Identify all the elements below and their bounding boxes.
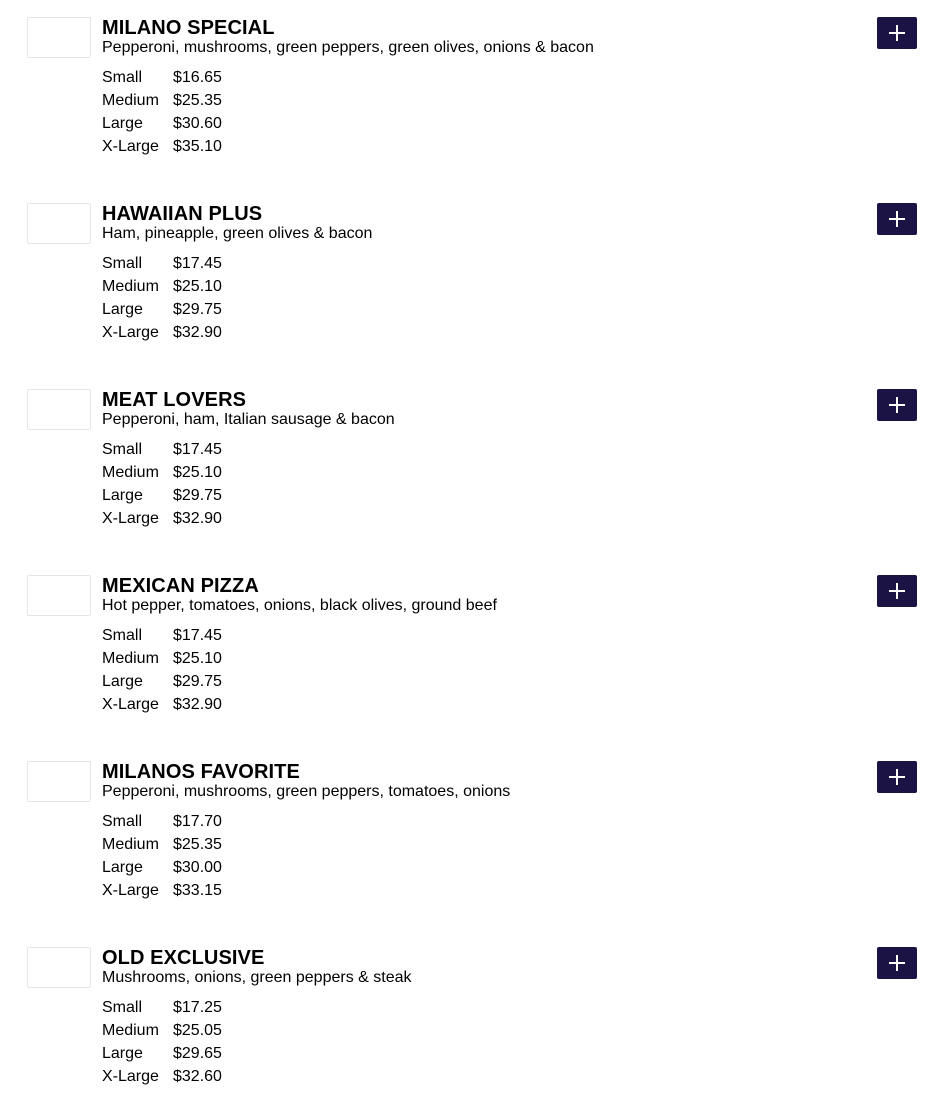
price-row	[102, 879, 222, 902]
price-row	[102, 135, 222, 158]
size-label: X-Large	[102, 138, 159, 155]
price-table	[102, 810, 222, 902]
size-label: Medium	[102, 92, 159, 109]
item-name: MEXICAN PIZZA	[102, 575, 259, 597]
item-description: Pepperoni, mushrooms, green peppers, green olives, onions & bacon	[102, 39, 594, 56]
size-label: Large	[102, 301, 143, 318]
size-label: Small	[102, 255, 143, 272]
price-row	[102, 624, 222, 647]
price-value: $25.10	[173, 278, 222, 295]
price-value: $17.25	[173, 999, 222, 1016]
size-label: Large	[102, 1045, 143, 1062]
item-info	[102, 575, 497, 716]
price-row	[102, 1019, 222, 1042]
item-name: HAWAIIAN PLUS	[102, 203, 263, 225]
size-label: Medium	[102, 650, 159, 667]
menu-item	[0, 558, 950, 744]
add-to-order-button[interactable]	[877, 203, 917, 235]
item-name: OLD EXCLUSIVE	[102, 947, 265, 969]
size-label: Small	[102, 627, 143, 644]
price-row	[102, 112, 222, 135]
price-row	[102, 438, 222, 461]
menu-item	[0, 0, 950, 186]
menu-item	[0, 372, 950, 558]
price-value: $17.45	[173, 255, 222, 272]
item-info	[102, 203, 372, 344]
size-label: X-Large	[102, 882, 159, 899]
item-thumbnail	[27, 17, 91, 58]
price-value: $25.05	[173, 1022, 222, 1039]
size-label: Small	[102, 69, 143, 86]
add-to-order-button[interactable]	[877, 761, 917, 793]
item-name: MILANOS FAVORITE	[102, 761, 300, 783]
price-value: $32.90	[173, 324, 222, 341]
price-value: $17.45	[173, 627, 222, 644]
size-label: Large	[102, 115, 143, 132]
item-info	[102, 947, 412, 1088]
plus-icon	[889, 397, 905, 413]
item-thumbnail	[27, 575, 91, 616]
item-description: Ham, pineapple, green olives & bacon	[102, 225, 373, 242]
price-row	[102, 321, 222, 344]
price-table	[102, 624, 222, 716]
price-row	[102, 461, 222, 484]
price-row	[102, 275, 222, 298]
item-description: Mushrooms, onions, green peppers & steak	[102, 969, 412, 986]
size-label: Medium	[102, 836, 159, 853]
menu-item	[0, 186, 950, 372]
price-value: $33.15	[173, 882, 222, 899]
price-table	[102, 996, 222, 1088]
price-row	[102, 1042, 222, 1065]
price-row	[102, 298, 222, 321]
plus-icon	[889, 583, 905, 599]
price-value: $32.90	[173, 510, 222, 527]
item-description: Hot pepper, tomatoes, onions, black olives, ground beef	[102, 597, 497, 614]
price-row	[102, 670, 222, 693]
price-value: $29.65	[173, 1045, 222, 1062]
price-value: $29.75	[173, 487, 222, 504]
item-thumbnail	[27, 947, 91, 988]
size-label: Large	[102, 859, 143, 876]
price-table	[102, 66, 222, 158]
menu-item	[0, 930, 950, 1116]
size-label: X-Large	[102, 1068, 159, 1085]
plus-icon	[889, 25, 905, 41]
size-label: Small	[102, 441, 143, 458]
item-thumbnail	[27, 203, 91, 244]
price-row	[102, 507, 222, 530]
price-value: $30.00	[173, 859, 222, 876]
price-row	[102, 252, 222, 275]
price-row	[102, 810, 222, 833]
price-value: $35.10	[173, 138, 222, 155]
size-label: Large	[102, 487, 143, 504]
plus-icon	[889, 955, 905, 971]
price-row	[102, 693, 222, 716]
price-row	[102, 833, 222, 856]
size-label: Medium	[102, 464, 159, 481]
size-label: Large	[102, 673, 143, 690]
price-table	[102, 252, 222, 344]
price-row	[102, 856, 222, 879]
item-info	[102, 17, 594, 158]
item-info	[102, 761, 510, 902]
item-description: Pepperoni, ham, Italian sausage & bacon	[102, 411, 395, 428]
price-value: $16.65	[173, 69, 222, 86]
size-label: Medium	[102, 1022, 159, 1039]
price-value: $29.75	[173, 673, 222, 690]
item-info	[102, 389, 395, 530]
add-to-order-button[interactable]	[877, 17, 917, 49]
size-label: Small	[102, 999, 143, 1016]
item-name: MILANO SPECIAL	[102, 17, 275, 39]
price-value: $17.45	[173, 441, 222, 458]
size-label: X-Large	[102, 696, 159, 713]
price-value: $32.90	[173, 696, 222, 713]
add-to-order-button[interactable]	[877, 947, 917, 979]
price-value: $29.75	[173, 301, 222, 318]
item-thumbnail	[27, 389, 91, 430]
price-value: $17.70	[173, 813, 222, 830]
price-value: $25.10	[173, 464, 222, 481]
size-label: X-Large	[102, 324, 159, 341]
add-to-order-button[interactable]	[877, 389, 917, 421]
price-value: $25.35	[173, 836, 222, 853]
price-row	[102, 89, 222, 112]
price-table	[102, 438, 222, 530]
add-to-order-button[interactable]	[877, 575, 917, 607]
item-description: Pepperoni, mushrooms, green peppers, tomatoes, onions	[102, 783, 511, 800]
size-label: X-Large	[102, 510, 159, 527]
menu-item	[0, 744, 950, 930]
price-value: $25.35	[173, 92, 222, 109]
item-name: MEAT LOVERS	[102, 389, 247, 411]
price-row	[102, 647, 222, 670]
item-thumbnail	[27, 761, 91, 802]
size-label: Medium	[102, 278, 159, 295]
price-value: $30.60	[173, 115, 222, 132]
price-row	[102, 484, 222, 507]
price-row	[102, 1065, 222, 1088]
price-row	[102, 996, 222, 1019]
plus-icon	[889, 769, 905, 785]
plus-icon	[889, 211, 905, 227]
size-label: Small	[102, 813, 143, 830]
price-value: $32.60	[173, 1068, 222, 1085]
price-value: $25.10	[173, 650, 222, 667]
price-row	[102, 66, 222, 89]
